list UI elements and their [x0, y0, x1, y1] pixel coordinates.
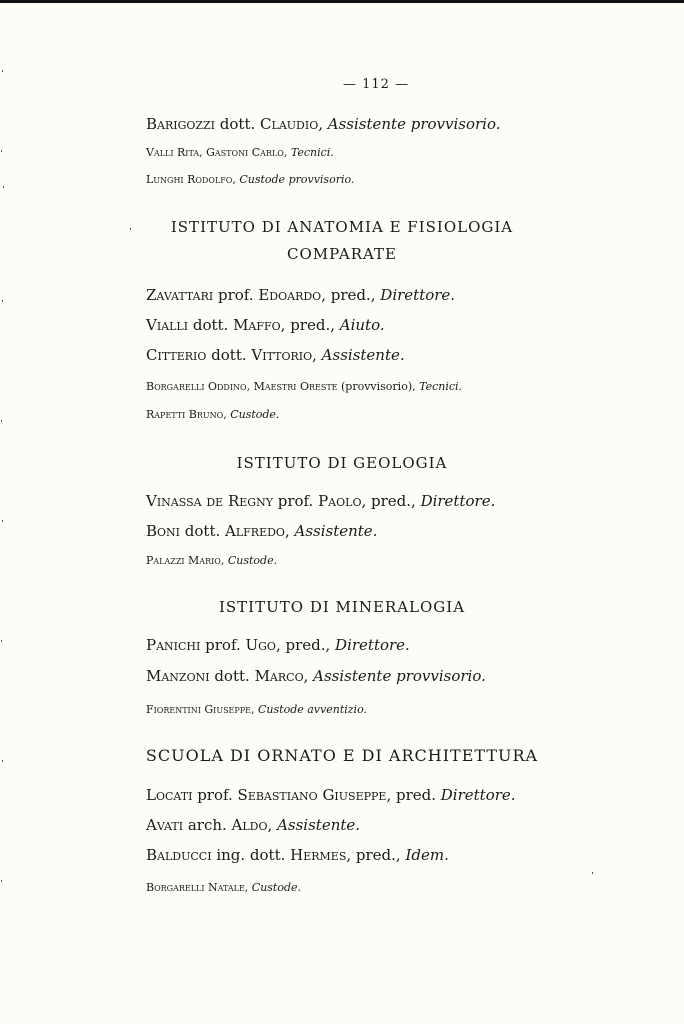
entry-surname: Vialli	[146, 316, 189, 334]
entry-vialli	[146, 316, 385, 334]
entry-manzoni	[146, 667, 486, 685]
entry-surname: Borgarelli	[146, 881, 205, 894]
entry-surname: Barigozzi	[146, 115, 216, 133]
entry-role: Custode avventizio.	[258, 703, 367, 716]
entry-separator: ,	[312, 346, 322, 364]
entry-rapetti	[146, 408, 279, 421]
entry-given-name: Maffo	[233, 316, 281, 334]
entry-surname: Borgarelli	[146, 380, 205, 393]
entry-separator: , pred.	[386, 786, 441, 804]
entry-role: Tecnici.	[290, 146, 334, 159]
entry-boni	[146, 522, 377, 540]
entry-separator: ,	[220, 554, 228, 567]
entry-separator-2: (provvisorio),	[337, 380, 420, 393]
entry-given-name: Vittorio	[251, 346, 313, 364]
entry-title: dott.	[180, 522, 226, 540]
entry-role: Custode provvisorio.	[239, 173, 355, 186]
entry-separator: ,	[199, 146, 207, 159]
entry-title: dott.	[188, 316, 234, 334]
entry-borgarelli-natale	[146, 881, 301, 894]
entry-given-name-2: Carlo	[251, 146, 284, 159]
entry-role: Assistente.	[277, 816, 361, 834]
entry-locati	[146, 786, 516, 804]
entry-separator: , pred.,	[321, 286, 381, 304]
entry-given-name: Hermes	[290, 846, 347, 864]
entry-role: Idem.	[405, 846, 449, 864]
entry-panichi	[146, 636, 410, 654]
entry-separator: , pred.,	[361, 492, 421, 510]
entry-surname: Fiorentini	[146, 703, 201, 716]
entry-separator: , pred.,	[280, 316, 340, 334]
entry-given-name-2: Oreste	[299, 380, 338, 393]
entry-surname: Manzoni	[146, 667, 210, 685]
entry-separator-2: ,	[283, 146, 291, 159]
entry-given-name: Oddino	[207, 380, 247, 393]
entry-title: arch.	[183, 816, 232, 834]
scan-speck	[1, 640, 2, 642]
entry-title: dott.	[215, 115, 261, 133]
entry-role: Assistente.	[321, 346, 405, 364]
entry-borgarelli-maestri	[146, 380, 462, 393]
entry-surname: Avati	[146, 816, 184, 834]
entry-role: Assistente.	[294, 522, 378, 540]
entry-title: prof.	[213, 286, 259, 304]
entry-avati	[146, 816, 360, 834]
entry-given-name: Paolo	[318, 492, 362, 510]
scan-speck	[2, 520, 3, 522]
entry-separator: ,	[284, 522, 295, 540]
entry-title: prof.	[272, 492, 319, 510]
section-title-mineralogia: ISTITUTO DI MINERALOGIA	[218, 598, 466, 616]
entry-role: Direttore.	[380, 286, 456, 304]
entry-surname: Boni	[146, 522, 181, 540]
entry-lunghi	[146, 173, 354, 186]
entry-separator: ,	[223, 408, 231, 421]
scan-speck	[1, 420, 2, 422]
entry-role: Custode.	[227, 554, 278, 567]
entry-surname: Valli	[146, 146, 174, 159]
entry-separator: ,	[303, 667, 314, 685]
entry-given-name: Giuseppe	[204, 703, 251, 716]
entry-title: dott.	[206, 346, 252, 364]
scan-speck	[1, 150, 2, 152]
entry-separator: ,	[267, 816, 278, 834]
entry-title: dott.	[209, 667, 255, 685]
entry-fiorentini	[146, 703, 367, 716]
entry-role: Direttore.	[420, 492, 496, 510]
entry-surname: Zavattari	[146, 286, 214, 304]
entry-title: prof.	[200, 636, 246, 654]
entry-surname: Balducci	[146, 846, 212, 864]
entry-given-name: Bruno	[188, 408, 224, 421]
entry-barigozzi	[146, 115, 501, 133]
entry-given-name: Edoardo	[258, 286, 322, 304]
section-title-anatomia: ISTITUTO DI ANATOMIA E FISIOLOGIA	[170, 218, 514, 236]
entry-surname: Vinassa de Regny	[146, 492, 273, 510]
entry-surname: Rapetti	[146, 408, 186, 421]
entry-surname: Citterio	[146, 346, 207, 364]
entry-vinassa	[146, 492, 495, 510]
top-border	[0, 0, 684, 3]
scan-speck	[130, 228, 131, 230]
entry-zavattari	[146, 286, 455, 304]
entry-role: Direttore.	[335, 636, 410, 654]
entry-separator: , pred.,	[275, 636, 336, 654]
entry-citterio	[146, 346, 405, 364]
entry-separator: , pred.,	[346, 846, 406, 864]
entry-role: Assistente provvisorio.	[313, 667, 486, 685]
entry-role: Assistente provvisorio.	[327, 115, 501, 133]
section-title-geologia: ISTITUTO DI GEOLOGIA	[236, 454, 448, 472]
entry-surname: Lunghi	[146, 173, 184, 186]
scan-speck	[2, 760, 3, 762]
entry-role: Custode.	[230, 408, 280, 421]
entry-separator: ,	[251, 703, 258, 716]
entry-given-name: Sebastiano Giuseppe	[237, 786, 387, 804]
entry-title: prof.	[192, 786, 238, 804]
entry-separator: ,	[232, 173, 240, 186]
scan-speck	[3, 186, 4, 188]
entry-given-name: Rita	[177, 146, 200, 159]
entry-palazzi	[146, 554, 277, 567]
entry-role: Tecnici.	[419, 380, 463, 393]
entry-valli-gastoni	[146, 146, 334, 159]
section-title-ornato-architettura: SCUOLA DI ORNATO E DI ARCHITETTURA	[145, 746, 539, 765]
entry-given-name: Natale	[207, 881, 245, 894]
entry-given-name: Ugo	[245, 636, 276, 654]
entry-given-name: Claudio	[260, 115, 319, 133]
entry-separator: ,	[244, 881, 252, 894]
entry-surname: Palazzi	[146, 554, 185, 567]
entry-surname-2: Maestri	[253, 380, 297, 393]
scan-speck	[2, 300, 3, 302]
entry-separator: ,	[318, 115, 328, 133]
scan-speck	[1, 880, 2, 882]
entry-separator: ,	[246, 380, 254, 393]
entry-title: ing. dott.	[211, 846, 291, 864]
entry-role: Custode.	[251, 881, 302, 894]
entry-role: Aiuto.	[339, 316, 385, 334]
scan-speck	[592, 872, 593, 874]
entry-role: Direttore.	[440, 786, 516, 804]
scan-speck	[2, 70, 3, 72]
entry-given-name: Aldo	[231, 816, 268, 834]
entry-given-name: Alfredo	[225, 522, 285, 540]
entry-surname: Panichi	[146, 636, 201, 654]
entry-given-name: Mario	[188, 554, 221, 567]
entry-surname-2: Gastoni	[206, 146, 249, 159]
entry-given-name: Marco	[254, 667, 304, 685]
page-number: — 112 —	[343, 77, 410, 92]
entry-given-name: Rodolfo	[187, 173, 233, 186]
entry-balducci	[146, 846, 449, 864]
entry-surname: Locati	[146, 786, 193, 804]
section-title-anatomia-line2: COMPARATE	[287, 245, 397, 263]
